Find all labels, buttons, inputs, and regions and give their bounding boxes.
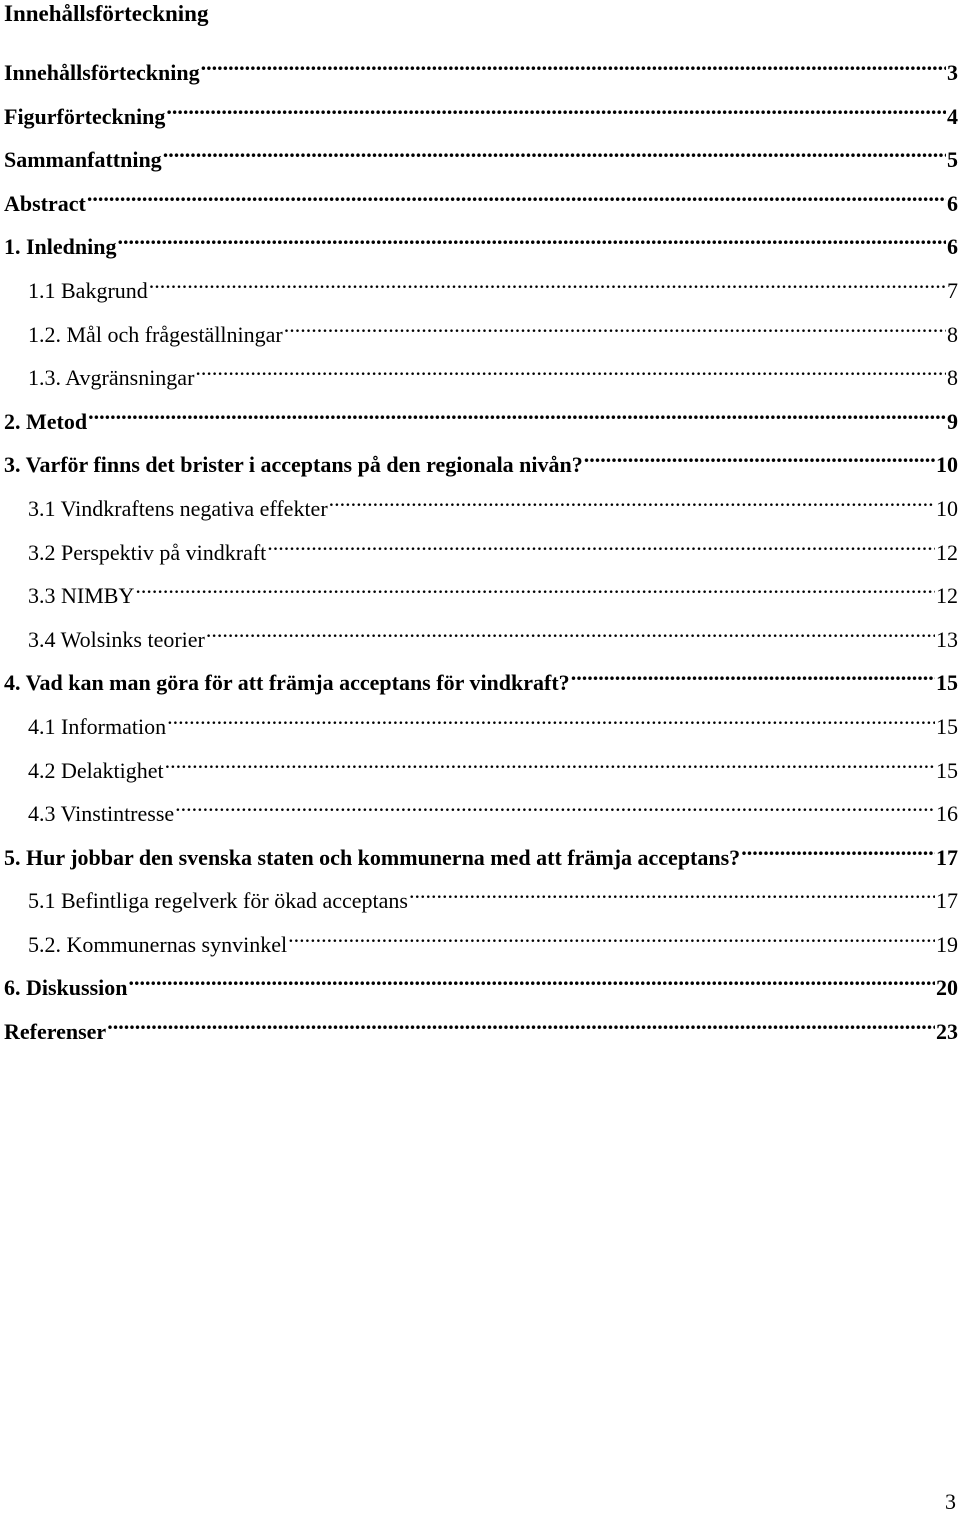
toc-entry-label: 3.4 Wolsinks teorier <box>28 626 205 652</box>
toc-entry-label: 3.1 Vindkraftens negativa effekter <box>28 495 328 521</box>
toc-entry[interactable] <box>4 486 960 530</box>
toc-entry[interactable] <box>4 878 960 922</box>
toc-entry-page: 12 <box>936 539 958 565</box>
toc-dot-leader <box>107 1009 935 1039</box>
toc-dot-leader <box>329 486 935 516</box>
toc-entry[interactable] <box>4 181 960 225</box>
toc-entry[interactable] <box>4 748 960 792</box>
toc-entry-label: Innehållsförteckning <box>4 60 200 85</box>
toc-entry[interactable] <box>4 442 960 486</box>
toc-entry-label: 5.1 Befintliga regelverk för ökad acceptans <box>28 888 408 914</box>
toc-entry[interactable] <box>4 573 960 617</box>
toc-entry-label: Abstract <box>4 190 86 216</box>
toc-entry[interactable] <box>4 355 960 399</box>
toc-entry-page: 6 <box>947 234 958 260</box>
toc-entry-label: 4.1 Information <box>28 713 167 739</box>
toc-entry-label: 1.1 Bakgrund <box>28 277 148 303</box>
toc-entry-label: Figurförteckning <box>4 103 166 129</box>
toc-entry-label: 5.2. Kommunernas synvinkel <box>28 931 288 957</box>
toc-dot-leader <box>175 791 935 821</box>
toc-dot-leader <box>88 399 946 429</box>
toc-entry-label: 3.2 Perspektiv på vindkraft <box>28 539 267 565</box>
toc-entry-page: 8 <box>947 321 958 347</box>
toc-dot-leader <box>135 573 935 603</box>
toc-dot-leader <box>166 94 946 124</box>
toc-entry[interactable] <box>4 965 960 1009</box>
toc-dot-leader <box>149 268 946 298</box>
toc-entry-label: 6. Diskussion <box>4 975 128 1001</box>
toc-entry[interactable] <box>4 704 960 748</box>
toc-entry[interactable] <box>4 268 960 312</box>
toc-dot-leader <box>165 748 935 778</box>
toc-entry-page: 4 <box>947 103 958 129</box>
toc-entry-page: 19 <box>936 931 958 957</box>
toc-entry-page: 12 <box>936 583 958 609</box>
toc-entry[interactable] <box>4 50 960 94</box>
toc-entry[interactable] <box>4 835 960 879</box>
toc-entry[interactable] <box>4 94 960 138</box>
page-title: Innehållsförteckning <box>4 1 209 26</box>
toc-entry[interactable] <box>4 791 960 835</box>
toc-entry-page: 5 <box>947 147 958 173</box>
toc-entry[interactable] <box>4 660 960 704</box>
toc-entry-page: 6 <box>947 190 958 216</box>
toc-entry-page: 13 <box>936 626 958 652</box>
toc-entry[interactable] <box>4 617 960 661</box>
toc-entry-page: 15 <box>936 670 958 696</box>
toc-entry-page: 15 <box>936 713 958 739</box>
toc-dot-leader <box>584 442 935 472</box>
toc-dot-leader <box>267 530 935 560</box>
toc-dot-leader <box>571 660 935 690</box>
toc-dot-leader <box>129 965 935 995</box>
toc-dot-leader <box>167 704 935 734</box>
toc-entry-label: 3. Varför finns det brister i acceptans på den regionala nivån? <box>4 452 583 478</box>
toc-entry-page: 17 <box>936 844 958 870</box>
toc-entry-label: Sammanfattning <box>4 147 162 173</box>
toc-entry[interactable] <box>4 1009 960 1053</box>
toc-entry[interactable] <box>4 922 960 966</box>
toc-dot-leader <box>284 312 946 342</box>
toc-entry-page: 15 <box>936 757 958 783</box>
toc-entry-page: 17 <box>936 888 958 914</box>
toc-entry-page: 9 <box>947 408 958 434</box>
toc-entry-label: 4. Vad kan man göra för att främja acceptans för vindkraft? <box>4 670 570 696</box>
toc-dot-leader <box>201 50 946 80</box>
toc-entry[interactable] <box>4 530 960 574</box>
toc-entry-label: 1. Inledning <box>4 234 117 260</box>
toc-dot-leader <box>163 137 946 167</box>
toc-entry[interactable] <box>4 137 960 181</box>
toc-entry-page: 8 <box>947 365 958 391</box>
toc-dot-leader <box>409 878 935 908</box>
toc-dot-leader <box>288 922 935 952</box>
toc-entry-label: 1.2. Mål och frågeställningar <box>28 321 283 347</box>
toc-entry-label: 3.3 NIMBY <box>28 583 135 609</box>
toc-entry-page: 16 <box>936 801 958 827</box>
toc-entry-page: 3 <box>947 60 958 85</box>
toc-entry[interactable] <box>4 224 960 268</box>
table-of-contents <box>4 50 960 1053</box>
toc-entry-label: Referenser <box>4 1019 107 1045</box>
toc-dot-leader <box>741 835 935 865</box>
toc-dot-leader <box>195 355 946 385</box>
toc-entry-label: 4.2 Delaktighet <box>28 757 164 783</box>
page-number: 3 <box>945 1489 956 1514</box>
toc-entry[interactable] <box>4 312 960 356</box>
toc-dot-leader <box>87 181 946 211</box>
toc-entry-label: 5. Hur jobbar den svenska staten och kommunerna med att främja acceptans? <box>4 844 741 870</box>
toc-entry-page: 10 <box>936 495 958 521</box>
toc-entry-page: 23 <box>936 1019 958 1045</box>
toc-entry-page: 7 <box>947 277 958 303</box>
toc-dot-leader <box>206 617 935 647</box>
toc-entry-label: 4.3 Vinstintresse <box>28 801 175 827</box>
toc-entry[interactable] <box>4 399 960 443</box>
toc-entry-page: 20 <box>936 975 958 1001</box>
toc-entry-label: 2. Metod <box>4 408 88 434</box>
toc-entry-label: 1.3. Avgränsningar <box>28 365 195 391</box>
toc-dot-leader <box>118 224 947 254</box>
toc-entry-page: 10 <box>936 452 958 478</box>
